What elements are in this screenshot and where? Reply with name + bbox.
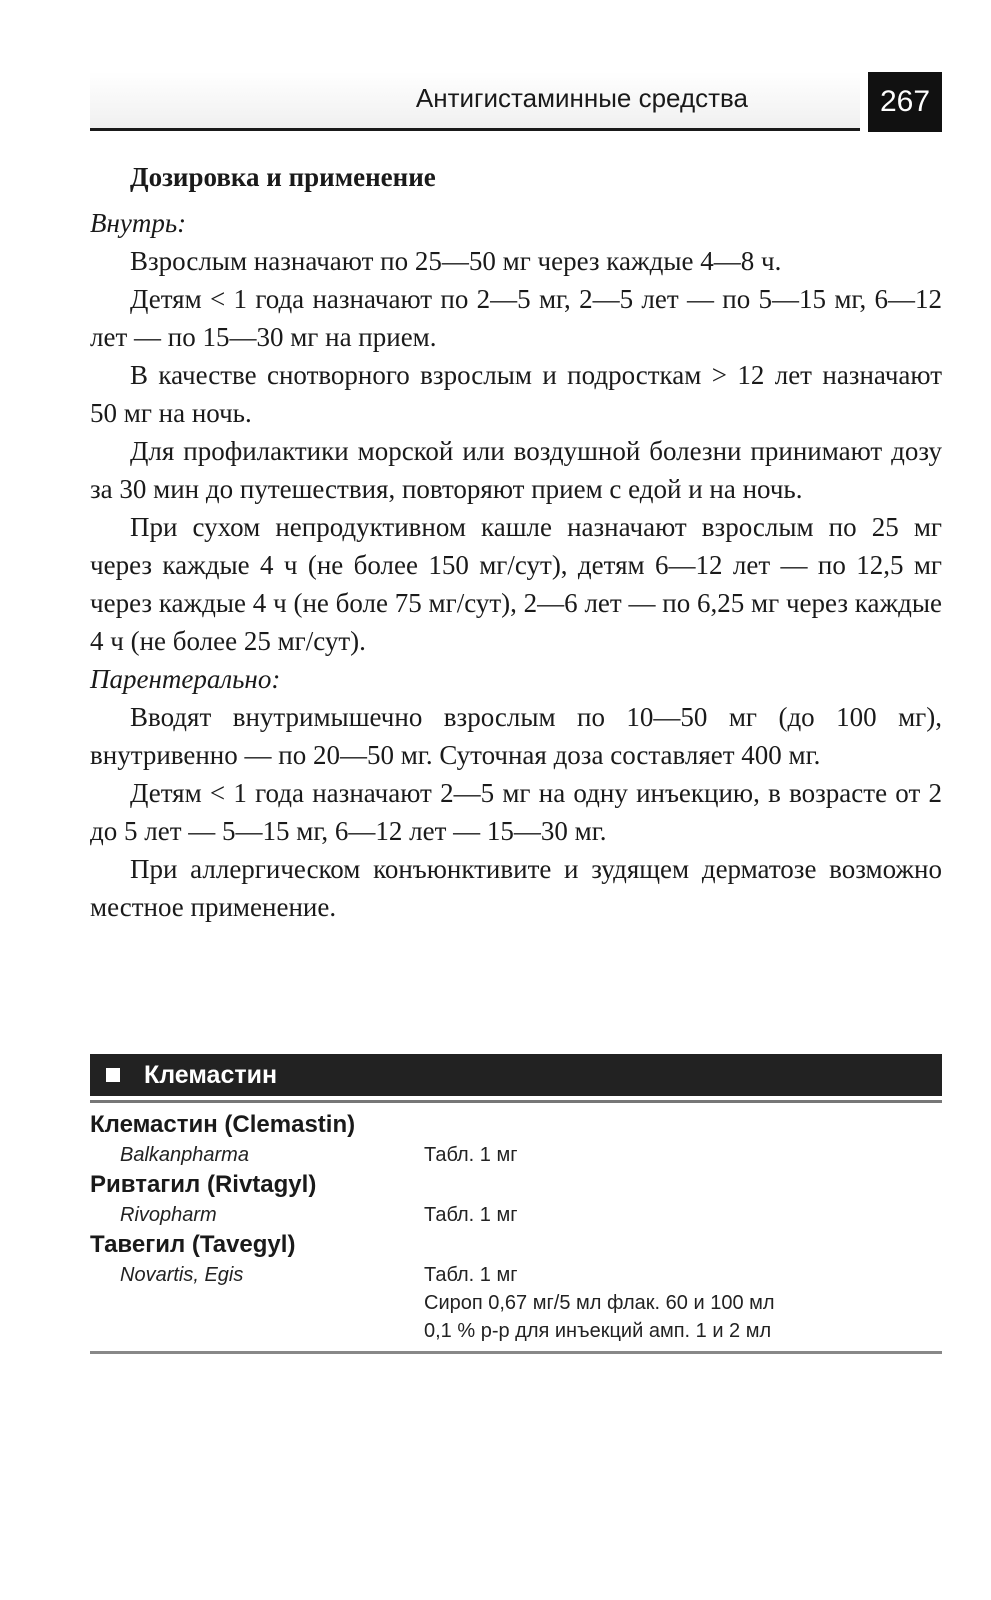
dosage-forms <box>424 1261 942 1345</box>
drug-list <box>90 1103 942 1345</box>
route-label-parenteral: Парентерально: <box>90 664 281 694</box>
dosage-form: Сироп 0,67 мг/5 мл флак. 60 и 100 мл <box>424 1292 775 1314</box>
paragraph: При аллергическом конъюнктивите и зудящем дерматозе возможно местное применение. <box>90 854 942 922</box>
dosage-form: 0,1 % р-р для инъекций амп. 1 и 2 мл <box>424 1320 772 1342</box>
dosage-form: Табл. 1 мг <box>424 1264 518 1286</box>
drug-section <box>90 1054 942 1354</box>
dosage-forms <box>424 1141 942 1169</box>
header-title: Антигистаминные средства <box>415 83 748 113</box>
drug-name: Ривтагил (Rivtagyl) <box>90 1171 317 1198</box>
paragraph: Взрослым назначают по 25—50 мг через каждые 4—8 ч. <box>130 246 782 276</box>
square-bullet-icon <box>106 1068 120 1082</box>
divider <box>90 1351 942 1354</box>
paragraph: Детям < 1 года назначают 2—5 мг на одну инъекцию, в возрасте от 2 до 5 лет — 5—15 мг, 6—12 лет — 15—30 мг. <box>90 778 942 846</box>
dosage-forms <box>424 1201 942 1229</box>
drug-row <box>90 1201 942 1229</box>
paragraph: В качестве снотворного взрослым и подросткам > 12 лет назначают 50 мг на ночь. <box>90 360 942 428</box>
manufacturer: Balkanpharma <box>120 1144 249 1166</box>
running-header <box>90 72 942 132</box>
drug-name: Тавегил (Tavegyl) <box>90 1231 296 1258</box>
route-label-oral: Внутрь: <box>90 208 187 238</box>
header-bar <box>90 72 860 131</box>
paragraph: Детям < 1 года назначают по 2—5 мг, 2—5 лет — по 5—15 мг, 6—12 лет — по 15—30 мг на прием. <box>90 284 942 352</box>
section-title: Дозировка и применение <box>130 162 436 192</box>
drug-section-title: Клемастин <box>144 1061 278 1089</box>
dosage-section <box>90 158 942 926</box>
drug-row <box>90 1141 942 1169</box>
paragraph: Для профилактики морской или воздушной болезни принимают дозу за 30 мин до путешествия, повторяют прием с едой и на ночь. <box>90 436 942 504</box>
page-number: 267 <box>868 72 942 132</box>
drug-section-heading <box>90 1054 942 1096</box>
dosage-form: Табл. 1 мг <box>424 1144 518 1166</box>
manufacturer: Rivopharm <box>120 1204 217 1226</box>
manufacturer: Novartis, Egis <box>120 1264 244 1286</box>
dosage-form: Табл. 1 мг <box>424 1204 518 1226</box>
paragraph: При сухом непродуктивном кашле назначают взрослым по 25 мг через каждые 4 ч (не более 150 мг/сут), детям 6—12 лет — по 12,5 мг через каждые 4 ч (не боле 75 мг/сут), 2—6 лет — по 6,25 мг через каждые 4 ч (не более 25 мг/сут). <box>90 512 942 656</box>
drug-name: Клемастин (Clemastin) <box>90 1111 356 1138</box>
drug-row <box>90 1261 942 1345</box>
paragraph: Вводят внутримышечно взрослым по 10—50 мг (до 100 мг), внутривенно — по 20—50 мг. Суточная доза составляет 400 мг. <box>90 702 942 770</box>
